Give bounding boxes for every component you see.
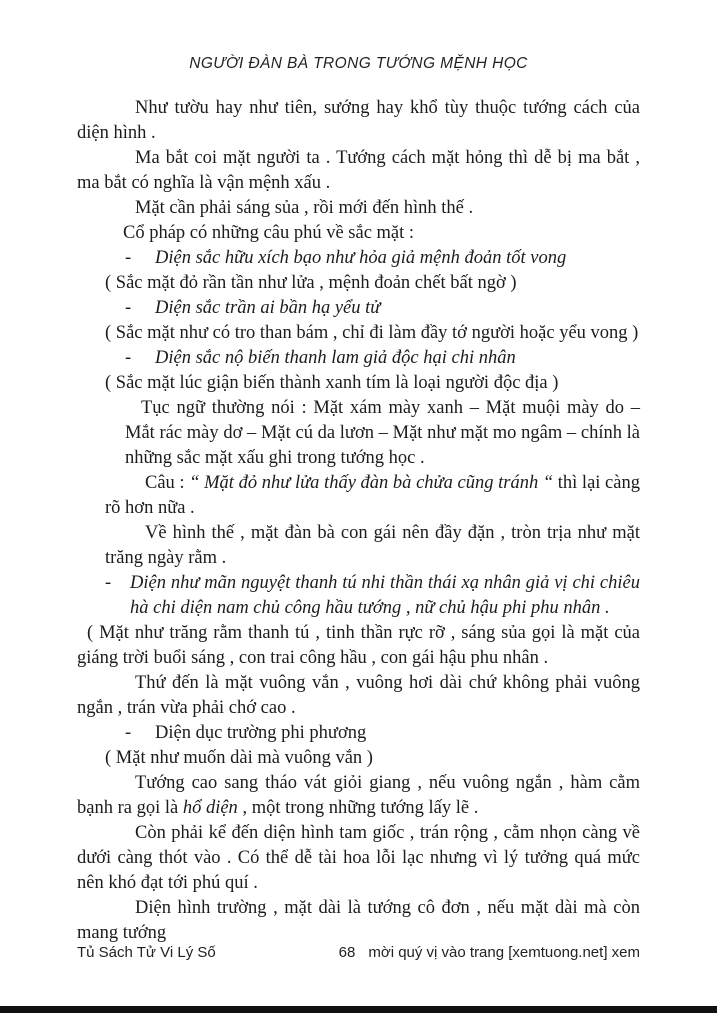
text-segment: ( Sắc mặt lúc giận biến thành xanh tím là loại người độc địa ) xyxy=(105,373,559,393)
italic-text-segment: Diện sắc trần ai bần hạ yểu tử xyxy=(155,298,381,318)
text-segment: Tướng cao sang tháo vát giỏi giang , nếu vuông ngắn , hàm cằm bạnh ra gọi là xyxy=(77,773,640,818)
paragraph xyxy=(77,621,640,671)
paragraph xyxy=(77,821,640,896)
footer-site-note: mời quý vị vào trang [xemtuong.net] xem xyxy=(368,944,640,961)
text-segment: Còn phải kể đến diện hình tam giốc , trán rộng , cằm nhọn càng về dưới càng thót vào . Có thể dễ tài hoa lỗi lạc nhưng vì lý tưởng quá mức nên khó đạt tới phú quí . xyxy=(77,823,640,893)
text-segment: Cổ pháp có những câu phú về sắc mặt : xyxy=(123,223,415,243)
dash-bullet: - xyxy=(125,248,132,268)
paragraph xyxy=(105,321,640,346)
text-segment: ( Mặt như muốn dài mà vuông vắn ) xyxy=(105,748,373,768)
text-segment: , một trong những tướng lấy lẽ . xyxy=(237,798,479,818)
paragraph xyxy=(77,771,640,821)
paragraph xyxy=(125,396,640,471)
dash-list-item xyxy=(105,571,640,621)
paragraph xyxy=(105,271,640,296)
footer xyxy=(0,944,717,966)
text-segment: Thứ đến là mặt vuông vắn , vuông hơi dài chứ không phải vuông ngắn , trán vừa phải chớ cao . xyxy=(77,673,640,718)
dash-list-item xyxy=(125,346,640,371)
text-segment: ( Sắc mặt đỏ rần tần như lửa , mệnh đoản chết bất ngờ ) xyxy=(105,273,517,293)
dash-item-text xyxy=(155,721,640,746)
footer-series-title: Tủ Sách Tử Vi Lý Số xyxy=(77,944,216,961)
paragraph xyxy=(77,96,640,146)
text-segment: Về hình thế , mặt đàn bà con gái nên đầy đặn , tròn trịa như mặt trăng ngày rằm . xyxy=(105,523,640,568)
paragraph xyxy=(105,521,640,571)
dash-bullet: - xyxy=(125,298,132,318)
text-segment: Tục ngữ thường nói : Mặt xám mày xanh – Mặt muội mày do – Mắt rác mày dơ – Mặt cú da lươn – Mặt như mặt mo ngâm – chính là những sắc mặt xấu ghi trong tướng học . xyxy=(125,398,640,468)
text-segment: Ma bắt coi mặt người ta . Tướng cách mặt hỏng thì dễ bị ma bắt , ma bắt có nghĩa là vận mệnh xấu . xyxy=(77,148,640,193)
text-segment: Như tườu hay như tiên, sướng hay khổ tùy thuộc tướng cách của diện hình . xyxy=(77,98,640,143)
italic-text-segment: Diện như mãn nguyệt thanh tú nhi thần thái xạ nhân giả vị chi chiêu hà chi diện nam chủ công hầu tướng , nữ chủ hậu phi phu nhân . xyxy=(130,573,640,618)
dash-item-text xyxy=(155,296,640,321)
paragraph xyxy=(105,471,640,521)
italic-text-segment: Diện sắc hữu xích bạo như hỏa giả mệnh đoản tốt vong xyxy=(155,248,567,268)
dash-item-text xyxy=(130,571,640,621)
text-segment: Diện hình trường , mặt dài là tướng cô đơn , nếu mặt dài mà còn mang tướng xyxy=(77,898,640,943)
text-body xyxy=(77,96,640,946)
dash-bullet: - xyxy=(105,573,112,593)
dash-item-text xyxy=(155,346,640,371)
text-segment: thì lại càng rõ hơn nữa . xyxy=(105,473,640,518)
page-title: NGƯỜI ĐÀN BÀ TRONG TƯỚNG MỆNH HỌC xyxy=(189,55,528,72)
paragraph xyxy=(77,221,640,246)
italic-text-segment: Diện sắc nộ biến thanh lam giả độc hại chi nhân xyxy=(155,348,516,368)
dash-item-text xyxy=(155,246,640,271)
text-segment: Diện dục trường phi phương xyxy=(155,723,367,743)
dash-bullet: - xyxy=(125,348,132,368)
dash-list-item xyxy=(125,721,640,746)
paragraph xyxy=(77,196,640,221)
paragraph xyxy=(105,371,640,396)
italic-text-segment: “ Mặt đỏ như lửa thấy đàn bà chửa cũng tránh “ xyxy=(189,473,554,493)
dash-bullet: - xyxy=(125,723,132,743)
paragraph xyxy=(77,896,640,946)
dash-list-item xyxy=(125,296,640,321)
page-number: 68 xyxy=(338,944,356,961)
text-segment: Câu : xyxy=(145,473,190,493)
text-segment: ( Mặt như trăng rằm thanh tú , tinh thần rực rỡ , sáng sủa gọi là mặt của giáng trời buổi sáng , con trai công hầu , con gái hậu phu nhân . xyxy=(77,623,640,668)
dash-list-item xyxy=(125,246,640,271)
paragraph xyxy=(77,146,640,196)
italic-text-segment: hổ diện xyxy=(182,798,238,818)
paragraph xyxy=(77,671,640,721)
paragraph xyxy=(105,746,640,771)
scan-bottom-edge xyxy=(0,1006,717,1013)
text-segment: Mặt cần phải sáng sủa , rồi mới đến hình thế . xyxy=(135,198,474,218)
text-segment: ( Sắc mặt như có tro than bám , chỉ đi làm đầy tớ người hoặc yểu vong ) xyxy=(105,323,639,343)
